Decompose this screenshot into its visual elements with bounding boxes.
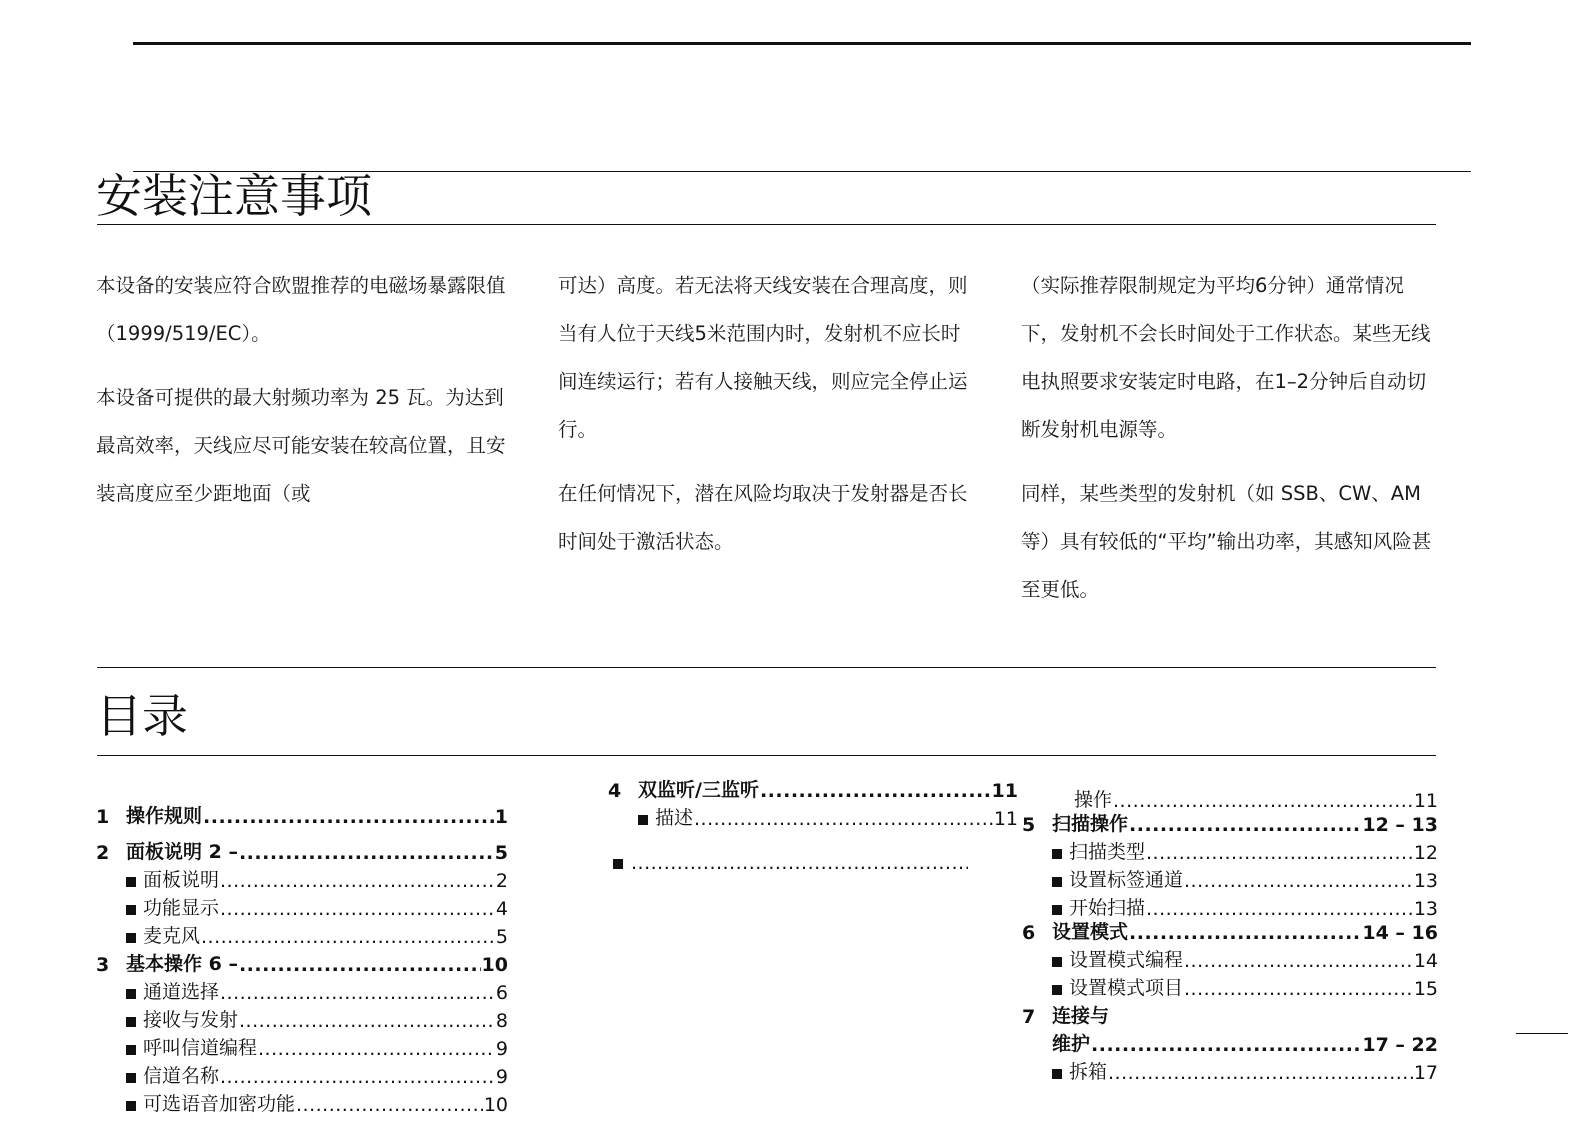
top-rule (133, 42, 1471, 45)
toc-item[interactable]: 面板说明 ..... 2 (96, 864, 508, 892)
toc-item[interactable]: 拆箱 ..... 17 (1022, 1056, 1438, 1084)
toc-item[interactable]: 描述 ..... 11 (608, 802, 1018, 830)
toc-column-1 (96, 800, 508, 1116)
toc-item[interactable]: 麦克风 ..... 5 (96, 920, 508, 948)
bullet-square-icon (1052, 985, 1062, 995)
bullet-square-icon (613, 859, 623, 869)
install-column-2 (558, 262, 976, 582)
install-para: （实际推荐限制规定为平均6分钟）通常情况下，发射机不会长时间处于工作状态。某些无线电执照要求安装定时电路，在1–2分钟后自动切断发射机电源等。 (1021, 274, 1431, 441)
toc-heading-rule (97, 755, 1436, 756)
bullet-square-icon (1052, 957, 1062, 967)
bullet-square-icon (1052, 1069, 1062, 1079)
toc-item[interactable]: 设置模式项目 ..... 15 (1022, 972, 1438, 1000)
bullet-square-icon (1052, 849, 1062, 859)
toc-item-continued[interactable]: 操作 ..... 11 (1022, 784, 1438, 812)
install-column-1 (96, 262, 514, 534)
toc-section-7-cont[interactable]: 维护 ..... 17 – 22 (1022, 1028, 1438, 1056)
toc-section-1[interactable]: 1 操作规则 ..... 1 (96, 800, 508, 828)
toc-item[interactable]: 扫描类型 ..... 12 (1022, 836, 1438, 864)
toc-section-6[interactable]: 6 设置模式 ..... 14 – 16 (1022, 920, 1438, 944)
bullet-square-icon (126, 877, 136, 887)
bullet-square-icon (638, 815, 648, 825)
toc-section-2[interactable]: 2 面板说明 2 – ..... 5 (96, 836, 508, 864)
toc-item[interactable]: 开始扫描 ..... 13 (1022, 892, 1438, 920)
bullet-square-icon (126, 1101, 136, 1111)
install-para: 在任何情况下，潜在风险均取决于发射器是否长时间处于激活状态。 (558, 482, 968, 553)
install-para: 同样，某些类型的发射机（如 SSB、CW、AM 等）具有较低的“平均”输出功率，其感知风险甚至更低。 (1021, 482, 1432, 601)
bullet-square-icon (126, 1073, 136, 1083)
toc-section-3[interactable]: 3 基本操作 6 – ..... 10 (96, 948, 508, 976)
install-para: 可达）高度。若无法将天线安装在合理高度，则当有人位于天线5米范围内时，发射机不应长时间连续运行；若有人接触天线，则应完全停止运行。 (558, 274, 968, 441)
bullet-square-icon (126, 905, 136, 915)
bullet-square-icon (126, 1045, 136, 1055)
toc-heading: 目录 (96, 689, 188, 743)
install-heading-rule (97, 224, 1436, 225)
toc-item[interactable]: 可选语音加密功能 ..... 10 (96, 1088, 508, 1116)
install-heading: 安装注意事项 (96, 169, 372, 223)
toc-top-rule (97, 667, 1436, 668)
bullet-square-icon (126, 1017, 136, 1027)
toc-item-blank[interactable] (608, 846, 969, 874)
toc-item[interactable]: 接收与发射 ..... 8 (96, 1004, 508, 1032)
toc-column-3 (1022, 784, 1438, 1084)
bullet-square-icon (126, 989, 136, 999)
bullet-square-icon (126, 933, 136, 943)
toc-item[interactable]: 功能显示 ..... 4 (96, 892, 508, 920)
margin-mark (1516, 1033, 1568, 1034)
toc-item[interactable]: 设置模式编程 ..... 14 (1022, 944, 1438, 972)
toc-item[interactable]: 信道名称 ..... 9 (96, 1060, 508, 1088)
install-column-3 (1021, 262, 1439, 630)
toc-item[interactable]: 呼叫信道编程 ..... 9 (96, 1032, 508, 1060)
install-para: 本设备的安装应符合欧盟推荐的电磁场暴露限值（1999/519/EC）。 (96, 274, 506, 345)
toc-section-5[interactable]: 5 扫描操作 ..... 12 – 13 (1022, 812, 1438, 836)
install-para: 本设备可提供的最大射频功率为 25 瓦。为达到最高效率，天线应尽可能安装在较高位置，且安装高度应至少距地面（或 (96, 386, 506, 505)
toc-section-7[interactable]: 7 连接与 (1022, 1005, 1110, 1028)
bullet-square-icon (1052, 905, 1062, 915)
toc-column-2 (608, 774, 1018, 874)
toc-section-4[interactable]: 4 双监听/三监听 ..... 11 (608, 774, 1018, 802)
toc-item[interactable]: 通道选择 ..... 6 (96, 976, 508, 1004)
bullet-square-icon (1052, 877, 1062, 887)
toc-item[interactable]: 设置标签通道 ..... 13 (1022, 864, 1438, 892)
